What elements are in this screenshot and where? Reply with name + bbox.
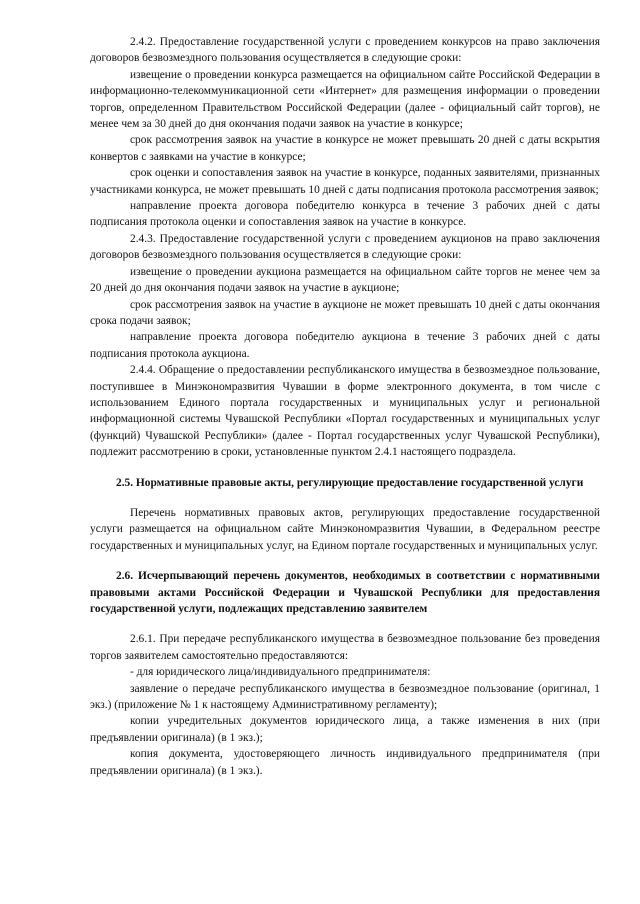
paragraph-2-4-3-notice: извещение о проведении аукциона размещается на официальном сайте торгов не менее чем за 20 дней до дня окончания подачи заявок на участие в аукционе; <box>90 265 600 295</box>
paragraph-2-4-2-contract: направление проекта договора победителю конкурса в течение 3 рабочих дней с даты подписания протокола оценки и сопоставления заявок на участие в конкурсе. <box>90 200 600 229</box>
paragraph-2-4-3-contract: направление проекта договора победителю аукциона в течение 3 рабочих дней с даты подписания протокола аукциона. <box>90 331 600 360</box>
paragraph-2-4-3: 2.4.3. Предоставление государственной услуги с проведением аукционов на право заключения договоров безвозмездного пользования осуществляется в следующие сроки: <box>90 232 600 262</box>
paragraph-2-4-2-review: срок рассмотрения заявок на участие в конкурсе не может превышать 20 дней с даты вскрытия конвертов с заявками на участие в конкурсе; <box>90 134 600 163</box>
paragraph-2-6-1-charter-copies: копии учредительных документов юридического лица, а также изменения в них (при предъявлении оригинала) (в 1 экз.); <box>90 715 600 744</box>
paragraph-2-6-1-application: заявление о передаче республиканского имущества в безвозмездное пользование (оригинал, 1 экз.) (приложение № 1 к настоящему Административному регламенту); <box>90 682 600 712</box>
section-2-5-text: Перечень нормативных правовых актов, регулирующих предоставление государственной услуги размещается на официальном сайте Минэкономразвития Чувашии, в Федеральном реестре государственных и муниципальных услуг, на Едином портале государственных и муниципальных услуг. <box>90 506 600 552</box>
paragraph-2-4-2-notice: извещение о проведении конкурса размещается на официальном сайте Российской Федерации в информационно-телекоммуникационной сети «Интернет» для размещения информации о проведении торгов, определенном Правительством Российской Федерации (далее - официальный сайт торгов), не менее чем за 30 дней до дня окончания подачи заявок на участие в конкурсе; <box>90 68 600 131</box>
paragraph-2-6-1: 2.6.1. При передаче республиканского имущества в безвозмездное пользование без проведения торгов заявителем самостоятельно предоставляются: <box>90 633 600 662</box>
paragraph-2-4-4: 2.4.4. Обращение о предоставлении республиканского имущества в безвозмездное пользование, поступившее в Минэкономразвития Чувашии в форме электронного документа, в том числе с использованием Единого портала государственных и муниципальных услуг и региональной информационной системы Чувашской Республики «Портал государственных и муниципальных услуг (функций) Чувашской Республики» (далее - Портал государственных услуг Чувашской Республики), подлежит рассмотрению в сроки, установленные пунктом 2.4.1 настоящего подраздела. <box>90 364 600 459</box>
paragraph-2-6-1-identity-copy: копия документа, удостоверяющего личность индивидуального предпринимателя (при предъявлении оригинала) (в 1 экз.). <box>90 748 600 777</box>
paragraph-2-4-2: 2.4.2. Предоставление государственной услуги с проведением конкурсов на право заключения договоров безвозмездного пользования осуществляется в следующие сроки: <box>90 36 600 65</box>
paragraph-2-4-2-evaluation: срок оценки и сопоставления заявок на участие в конкурсе, поданных заявителями, признанных участниками конкурса, не может превышать 10 дней с даты подписания протокола рассмотрения заявок; <box>90 167 600 196</box>
section-2-6-heading: 2.6. Исчерпывающий перечень документов, необходимых в соответствии с нормативными правовыми актами Российской Федерации и Чувашской Республики для предоставления государственной услуги, подлежащих представлению заявителем <box>90 570 600 615</box>
paragraph-2-6-1-applicant-type: - для юридического лица/индивидуального предпринимателя: <box>130 666 431 679</box>
paragraph-2-4-3-review: срок рассмотрения заявок на участие в аукционе не может превышать 10 дней с даты окончания срока подачи заявок; <box>90 298 600 327</box>
section-2-5-heading: 2.5. Нормативные правовые акты, регулирующие предоставление государственной услуги <box>116 476 584 489</box>
